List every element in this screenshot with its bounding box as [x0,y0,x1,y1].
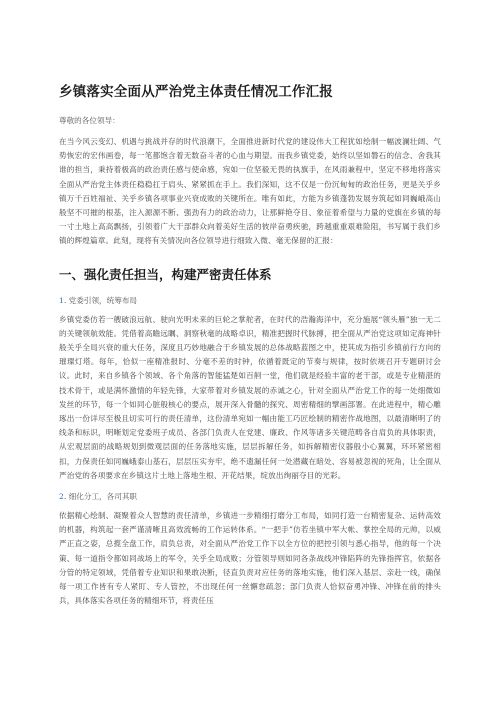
subsection-number: 1 [59,295,64,305]
intro-paragraph: 在当今风云变幻、机遇与挑战并存的时代浪潮下，全面推进新时代党的建设伟大工程犹如绘制一幅波澜壮阔、气势恢宏的宏伟画卷，每一笔都饱含着无数奋斗者的心血与期望。而我乡镇党委，始终以坚如磐石的信念、舍我其谁的担当，秉持着极高的政治责任感与使命感，宛如一位坚毅无畏的执旗手，在风雨兼程中，坚定不移地将落实全面从严治党主体责任稳稳扛于肩头、紧紧抓在手上。我们深知，这不仅是一份沉甸甸的政治任务，更是关乎乡镇万千百姓福祉、关乎乡镇各项事业兴衰成败的关键所在。唯有如此，方能为乡镇蓬勃发展夯筑起如同巍峨高山般坚不可摧的根基，注入源源不断、强劲有力的政治动力，让那鲜艳夺目、象征着希望与力量的党旗在乡镇的每一寸土地上高高飘扬，引领着广大干部群众向着美好生活的彼岸奋勇疾驰，跨越重重艰难险阻，书写属于我们乡镇的辉煌篇章。此刻，现将有关情况向各位领导进行细致入微、毫无保留的汇报： [59,137,441,246]
subsection-heading [59,491,441,503]
subsection-label: . 细化分工，各司其职 [63,492,138,502]
salutation: 尊敬的各位领导： [59,116,120,125]
document-title: 乡镇落实全面从严治党主体责任情况工作汇报 [59,84,333,100]
subsection-paragraph: 乡镇党委仿若一艘破浪远航、驶向光明未来的巨轮之掌舵者，在时代的浩瀚海洋中，充分施展“领头雁”独一无二的关键领航效能。凭借着高瞻远瞩、洞察秋毫的战略卓识，精准把握时代脉搏，把全面从严治党这项如定海神针般关乎全局兴衰的重大任务，深度且巧妙地融合于乡镇发展的总体战略蓝图之中，使其成为指引乡镇前行方向的璀璨灯塔。每年，恰似一座精准报时、分毫不差的时钟，依循着既定的节奏与规律，按时依规召开专题研讨会议。此时，来自乡镇各个领域、各个角落的智能猛楚如百舸一堂，他们就是经验丰富的老干部，或是专业精湛的技术骨干，或是满怀激情的年轻先锋，大家带着对乡镇发展的赤诚之心，针对全面从严治党工作的每一处细微如发丝的环节，每一个如同心脏般核心的要点，展开深入骨髓的探究、周密精细的擘画部署。在此进程中，精心雕琢出一份详尽至极且切实可行的责任清单，这份清单宛如一幅由能工巧匠绘制的精密作战地图，以最清晰明了的线条和标识，明晰划定党委班子成员、各部门负责人在党建、廉政、作风等诸多关键范畴各自肩负的具体职责，从宏观层面的战略规划到微观层面的任务落地实施，层层拆解任务，如拆解精密仪器般小心翼翼，环环紧密相扣，力保责任如同巍峨泰山基石，层层压实夯牢，绝不遗漏任何一处潜藏在暗处、容易被忽视的死角，让全面从严治党的各项要求在乡镇这片土地上落地生根、开花结果，绽放出绚丽夺目的光彩。 [59,314,441,480]
section-heading: 一、强化责任担当，构建严密责任体系 [59,266,272,282]
subsection-paragraph: 依据精心绘制、凝聚着众人智慧的责任清单，乡镇进一步精细打磨分工布局，如同打造一台精密复杂、运转高效的机器，构筑起一套严谨清晰且高效流畅的工作运转体系。“一把手”仿若坐镇中军大帐、掌控全局的元帅，以威严正直之姿，总揽全盘工作，肩负总责，对全面从严治党工作下以全方位的把控引领与悉心指导，他的每一个决策、每一道指令都如同战场上的军令，关乎全局成败；分管领导则如同各条战线冲锋陷阵的先锋指挥官，依据各分管的特定领域，凭借着专业知识和果敢决断，径直负责对应任务的落地实施，他们深入基层、亲赴一线，确保每一项工作皆有专人紧盯、专人管控，不出现任何一丝懈怠疏忽；部门负责人恰似奋勇冲锋、冲锋在前的排头兵，具体落实各项任务的精细环节，将责任压 [59,511,441,606]
subsection-heading [59,295,441,307]
subsection-number: 2 [59,492,64,502]
subsection-label: . 党委引领，统筹布局 [63,295,138,305]
